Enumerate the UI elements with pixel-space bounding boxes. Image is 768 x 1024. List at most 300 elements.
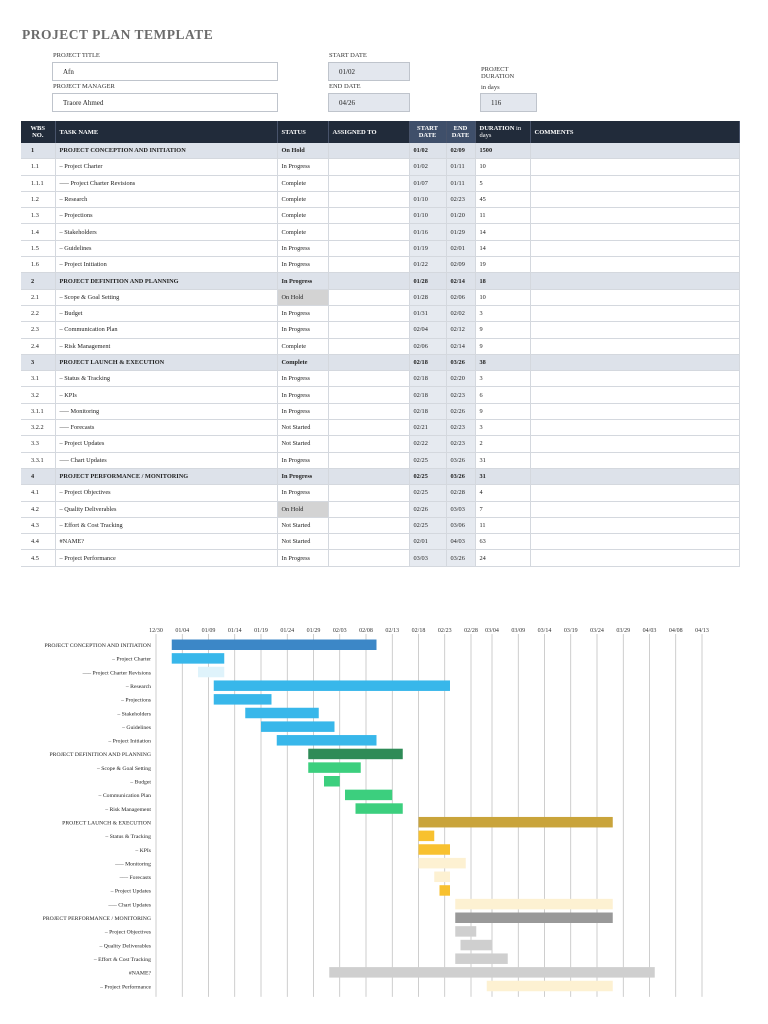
- cell-assigned-to[interactable]: [328, 485, 409, 501]
- cell-wbs[interactable]: 4.4: [21, 534, 55, 550]
- table-row[interactable]: [21, 191, 739, 207]
- gantt-bar: [455, 913, 613, 924]
- cell-start-date[interactable]: 01/07: [409, 175, 446, 191]
- project-duration-label: PROJECT DURATION: [481, 66, 515, 80]
- gantt-task-label: – Project Updates: [110, 888, 151, 895]
- cell-task-name[interactable]: #NAME?: [55, 534, 277, 550]
- cell-status[interactable]: In Progress: [277, 371, 328, 387]
- cell-duration[interactable]: 6: [475, 387, 530, 403]
- gantt-bar: [419, 831, 435, 842]
- x-tick-label: 03/19: [563, 628, 578, 634]
- header-start-date: START DATE: [409, 121, 446, 143]
- cell-start-date[interactable]: 02/25: [409, 485, 446, 501]
- cell-start-date[interactable]: 01/10: [409, 208, 446, 224]
- cell-task-name[interactable]: ––– Forecasts: [55, 420, 277, 436]
- table-row[interactable]: [21, 517, 739, 533]
- cell-comments[interactable]: [530, 143, 739, 159]
- gantt-bar: [345, 790, 392, 801]
- table-row[interactable]: [21, 501, 739, 517]
- cell-wbs[interactable]: 1.1: [21, 159, 55, 175]
- cell-start-date[interactable]: 02/06: [409, 338, 446, 354]
- cell-end-date[interactable]: 01/11: [446, 159, 475, 175]
- table-header-row: [21, 121, 739, 143]
- cell-status[interactable]: On Hold: [277, 289, 328, 305]
- cell-assigned-to[interactable]: [328, 191, 409, 207]
- cell-comments[interactable]: [530, 338, 739, 354]
- cell-task-name[interactable]: ––– Project Charter Revisions: [55, 175, 277, 191]
- cell-task-name[interactable]: – Projections: [55, 208, 277, 224]
- gantt-task-label: – Communication Plan: [98, 793, 151, 800]
- cell-assigned-to[interactable]: [328, 420, 409, 436]
- cell-assigned-to[interactable]: [328, 468, 409, 484]
- cell-start-date[interactable]: 01/02: [409, 143, 446, 159]
- gantt-task-label: – Guidelines: [122, 724, 151, 731]
- cell-duration[interactable]: 11: [475, 208, 530, 224]
- cell-end-date[interactable]: 02/14: [446, 338, 475, 354]
- x-tick-label: 04/03: [642, 628, 657, 634]
- cell-assigned-to[interactable]: [328, 517, 409, 533]
- gantt-bar: [324, 776, 340, 787]
- cell-end-date[interactable]: 01/20: [446, 208, 475, 224]
- cell-task-name[interactable]: – Quality Deliverables: [55, 501, 277, 517]
- gantt-bar: [214, 694, 272, 705]
- cell-comments[interactable]: [530, 159, 739, 175]
- cell-comments[interactable]: [530, 208, 739, 224]
- cell-status[interactable]: In Progress: [277, 550, 328, 566]
- cell-wbs[interactable]: 1.1.1: [21, 175, 55, 191]
- cell-end-date[interactable]: 02/23: [446, 387, 475, 403]
- gantt-task-label: – Project Charter: [112, 656, 151, 663]
- cell-task-name[interactable]: – Project Initiation: [55, 257, 277, 273]
- cell-status[interactable]: In Progress: [277, 257, 328, 273]
- cell-duration[interactable]: 3: [475, 371, 530, 387]
- cell-assigned-to[interactable]: [328, 550, 409, 566]
- cell-task-name[interactable]: – Stakeholders: [55, 224, 277, 240]
- gantt-bar: [308, 749, 403, 760]
- cell-assigned-to[interactable]: [328, 501, 409, 517]
- cell-end-date[interactable]: 02/20: [446, 371, 475, 387]
- cell-assigned-to[interactable]: [328, 387, 409, 403]
- cell-start-date[interactable]: 02/25: [409, 452, 446, 468]
- cell-status[interactable]: In Progress: [277, 403, 328, 419]
- cell-duration[interactable]: 9: [475, 403, 530, 419]
- cell-assigned-to[interactable]: [328, 371, 409, 387]
- gantt-task-label: PROJECT LAUNCH & EXECUTION: [62, 820, 151, 827]
- cell-status[interactable]: In Progress: [277, 468, 328, 484]
- cell-start-date[interactable]: 02/18: [409, 403, 446, 419]
- cell-wbs[interactable]: 1.3: [21, 208, 55, 224]
- cell-task-name[interactable]: – Communication Plan: [55, 322, 277, 338]
- cell-duration[interactable]: 4: [475, 485, 530, 501]
- header-wbs: WBS NO.: [21, 121, 55, 143]
- gantt-task-label: ––– Forecasts: [119, 875, 151, 882]
- cell-start-date[interactable]: 01/16: [409, 224, 446, 240]
- cell-comments[interactable]: [530, 517, 739, 533]
- cell-comments[interactable]: [530, 420, 739, 436]
- table-row[interactable]: [21, 289, 739, 305]
- cell-duration[interactable]: 3: [475, 305, 530, 321]
- cell-comments[interactable]: [530, 224, 739, 240]
- cell-assigned-to[interactable]: [328, 224, 409, 240]
- gantt-task-label: – Project Performance: [100, 984, 151, 991]
- cell-wbs[interactable]: 4.5: [21, 550, 55, 566]
- cell-assigned-to[interactable]: [328, 240, 409, 256]
- table-phase-row[interactable]: [21, 354, 739, 370]
- cell-start-date[interactable]: 02/25: [409, 468, 446, 484]
- cell-start-date[interactable]: 02/01: [409, 534, 446, 550]
- cell-status[interactable]: Complete: [277, 208, 328, 224]
- gantt-task-label: ––– Project Charter Revisions: [82, 670, 151, 677]
- cell-end-date[interactable]: 02/28: [446, 485, 475, 501]
- cell-wbs[interactable]: 2.3: [21, 322, 55, 338]
- cell-wbs[interactable]: 1.4: [21, 224, 55, 240]
- gantt-bar: [440, 885, 451, 896]
- cell-end-date[interactable]: 02/01: [446, 240, 475, 256]
- cell-task-name[interactable]: ––– Chart Updates: [55, 452, 277, 468]
- table-row[interactable]: [21, 420, 739, 436]
- cell-end-date[interactable]: 03/26: [446, 550, 475, 566]
- cell-end-date[interactable]: 02/23: [446, 436, 475, 452]
- cell-status[interactable]: Complete: [277, 224, 328, 240]
- header-comments: COMMENTS: [530, 121, 739, 143]
- cell-start-date[interactable]: 02/22: [409, 436, 446, 452]
- in-days-label: in days: [481, 84, 500, 91]
- cell-end-date[interactable]: 02/26: [446, 403, 475, 419]
- cell-status[interactable]: Not Started: [277, 517, 328, 533]
- cell-task-name[interactable]: – Scope & Goal Setting: [55, 289, 277, 305]
- cell-task-name[interactable]: – Guidelines: [55, 240, 277, 256]
- cell-end-date[interactable]: 02/23: [446, 191, 475, 207]
- cell-wbs[interactable]: 3.3.1: [21, 452, 55, 468]
- cell-end-date[interactable]: 01/11: [446, 175, 475, 191]
- cell-wbs[interactable]: 2.1: [21, 289, 55, 305]
- gantt-bar: [455, 899, 613, 910]
- gantt-task-label: – KPIs: [135, 847, 151, 854]
- cell-comments[interactable]: [530, 534, 739, 550]
- cell-comments[interactable]: [530, 354, 739, 370]
- cell-wbs[interactable]: 3.3: [21, 436, 55, 452]
- table-row[interactable]: [21, 338, 739, 354]
- x-tick-label: 01/04: [175, 628, 190, 634]
- cell-end-date[interactable]: 04/03: [446, 534, 475, 550]
- x-tick-label: 04/13: [695, 628, 709, 634]
- cell-end-date[interactable]: 03/06: [446, 517, 475, 533]
- gantt-bar: [434, 872, 450, 883]
- cell-start-date[interactable]: 02/18: [409, 387, 446, 403]
- cell-task-name[interactable]: PROJECT PERFORMANCE / MONITORING: [55, 468, 277, 484]
- cell-start-date[interactable]: 01/10: [409, 191, 446, 207]
- cell-duration[interactable]: 9: [475, 322, 530, 338]
- cell-comments[interactable]: [530, 257, 739, 273]
- table-row[interactable]: [21, 305, 739, 321]
- cell-duration[interactable]: 3: [475, 420, 530, 436]
- cell-comments[interactable]: [530, 550, 739, 566]
- table-row[interactable]: [21, 175, 739, 191]
- cell-duration[interactable]: 31: [475, 452, 530, 468]
- cell-task-name[interactable]: PROJECT CONCEPTION AND INITIATION: [55, 143, 277, 159]
- x-tick-label: 01/14: [227, 628, 242, 634]
- cell-task-name[interactable]: – Project Performance: [55, 550, 277, 566]
- table-row[interactable]: [21, 403, 739, 419]
- gantt-bar: [172, 653, 225, 664]
- gantt-task-label: – Scope & Goal Setting: [96, 765, 151, 772]
- cell-duration[interactable]: 14: [475, 240, 530, 256]
- cell-assigned-to[interactable]: [328, 208, 409, 224]
- cell-end-date[interactable]: 02/12: [446, 322, 475, 338]
- cell-start-date[interactable]: 02/21: [409, 420, 446, 436]
- cell-task-name[interactable]: ––– Monitoring: [55, 403, 277, 419]
- gantt-bar: [461, 940, 493, 951]
- end-date-field[interactable]: 04/26: [328, 93, 410, 112]
- x-tick-label: 12/30: [149, 628, 163, 634]
- x-tick-label: 02/13: [385, 628, 400, 634]
- cell-task-name[interactable]: – Effort & Cost Tracking: [55, 517, 277, 533]
- header-assigned-to: ASSIGNED TO: [328, 121, 409, 143]
- cell-wbs[interactable]: 3.2: [21, 387, 55, 403]
- cell-start-date[interactable]: 01/28: [409, 273, 446, 289]
- x-tick-label: 02/03: [332, 628, 347, 634]
- gantt-bar: [214, 680, 450, 691]
- gantt-task-label: – Risk Management: [105, 806, 151, 813]
- table-row[interactable]: [21, 159, 739, 175]
- cell-end-date[interactable]: 03/03: [446, 501, 475, 517]
- cell-end-date[interactable]: 03/26: [446, 354, 475, 370]
- cell-wbs[interactable]: 3.1.1: [21, 403, 55, 419]
- cell-wbs[interactable]: 4: [21, 468, 55, 484]
- cell-start-date[interactable]: 01/02: [409, 159, 446, 175]
- cell-wbs[interactable]: 4.1: [21, 485, 55, 501]
- cell-start-date[interactable]: 02/18: [409, 371, 446, 387]
- gantt-task-label: PROJECT DEFINITION AND PLANNING: [49, 752, 151, 759]
- table-row[interactable]: [21, 224, 739, 240]
- cell-duration[interactable]: 38: [475, 354, 530, 370]
- cell-end-date[interactable]: 02/09: [446, 143, 475, 159]
- cell-duration[interactable]: 45: [475, 191, 530, 207]
- cell-duration[interactable]: 2: [475, 436, 530, 452]
- cell-assigned-to[interactable]: [328, 534, 409, 550]
- cell-comments[interactable]: [530, 289, 739, 305]
- cell-task-name[interactable]: – Project Charter: [55, 159, 277, 175]
- cell-wbs[interactable]: 2.2: [21, 305, 55, 321]
- cell-assigned-to[interactable]: [328, 257, 409, 273]
- cell-status[interactable]: Not Started: [277, 436, 328, 452]
- cell-start-date[interactable]: 01/28: [409, 289, 446, 305]
- cell-duration[interactable]: 1500: [475, 143, 530, 159]
- table-row[interactable]: [21, 485, 739, 501]
- cell-assigned-to[interactable]: [328, 338, 409, 354]
- cell-status[interactable]: Complete: [277, 175, 328, 191]
- cell-status[interactable]: Complete: [277, 338, 328, 354]
- cell-comments[interactable]: [530, 240, 739, 256]
- cell-start-date[interactable]: 02/26: [409, 501, 446, 517]
- cell-assigned-to[interactable]: [328, 305, 409, 321]
- cell-start-date[interactable]: 02/18: [409, 354, 446, 370]
- cell-start-date[interactable]: 03/03: [409, 550, 446, 566]
- cell-wbs[interactable]: 1.6: [21, 257, 55, 273]
- cell-comments[interactable]: [530, 371, 739, 387]
- cell-wbs[interactable]: 2.4: [21, 338, 55, 354]
- project-plan-table: [21, 121, 740, 567]
- cell-comments[interactable]: [530, 485, 739, 501]
- cell-comments[interactable]: [530, 387, 739, 403]
- cell-end-date[interactable]: 03/26: [446, 452, 475, 468]
- gantt-bar: [308, 762, 361, 773]
- x-tick-label: 01/19: [254, 628, 268, 634]
- cell-end-date[interactable]: 02/02: [446, 305, 475, 321]
- cell-wbs[interactable]: 4.3: [21, 517, 55, 533]
- cell-wbs[interactable]: 1.2: [21, 191, 55, 207]
- cell-comments[interactable]: [530, 322, 739, 338]
- cell-status[interactable]: On Hold: [277, 501, 328, 517]
- cell-assigned-to[interactable]: [328, 273, 409, 289]
- table-phase-row[interactable]: [21, 273, 739, 289]
- x-tick-label: 01/29: [306, 628, 321, 634]
- cell-assigned-to[interactable]: [328, 159, 409, 175]
- gantt-task-label: PROJECT PERFORMANCE / MONITORING: [42, 916, 151, 922]
- cell-task-name[interactable]: – Project Objectives: [55, 485, 277, 501]
- cell-comments[interactable]: [530, 436, 739, 452]
- cell-task-name[interactable]: – Risk Management: [55, 338, 277, 354]
- cell-duration[interactable]: 24: [475, 550, 530, 566]
- cell-status[interactable]: In Progress: [277, 387, 328, 403]
- table-row[interactable]: [21, 240, 739, 256]
- cell-wbs[interactable]: 4.2: [21, 501, 55, 517]
- gantt-task-label: – Status & Tracking: [105, 834, 151, 841]
- cell-duration[interactable]: 7: [475, 501, 530, 517]
- table-row[interactable]: [21, 436, 739, 452]
- gantt-bar: [261, 721, 335, 732]
- cell-task-name[interactable]: – KPIs: [55, 387, 277, 403]
- header-duration-label: DURATION: [479, 125, 515, 132]
- cell-end-date[interactable]: 02/14: [446, 273, 475, 289]
- cell-status[interactable]: Not Started: [277, 534, 328, 550]
- gantt-chart: [0, 620, 768, 1024]
- cell-status[interactable]: In Progress: [277, 159, 328, 175]
- duration-field[interactable]: 116: [480, 93, 537, 112]
- cell-assigned-to[interactable]: [328, 322, 409, 338]
- table-row[interactable]: [21, 387, 739, 403]
- cell-task-name[interactable]: PROJECT LAUNCH & EXECUTION: [55, 354, 277, 370]
- header-duration-unit: in days: [479, 125, 522, 139]
- table-row[interactable]: [21, 534, 739, 550]
- cell-duration[interactable]: 10: [475, 159, 530, 175]
- cell-assigned-to[interactable]: [328, 175, 409, 191]
- table-row[interactable]: [21, 371, 739, 387]
- cell-end-date[interactable]: 03/26: [446, 468, 475, 484]
- cell-comments[interactable]: [530, 273, 739, 289]
- cell-task-name[interactable]: – Budget: [55, 305, 277, 321]
- gantt-task-label: – Quality Deliverables: [99, 943, 151, 950]
- cell-wbs[interactable]: 1.5: [21, 240, 55, 256]
- table-phase-row[interactable]: [21, 143, 739, 159]
- cell-comments[interactable]: [530, 305, 739, 321]
- cell-duration[interactable]: 14: [475, 224, 530, 240]
- cell-assigned-to[interactable]: [328, 354, 409, 370]
- cell-comments[interactable]: [530, 501, 739, 517]
- cell-wbs[interactable]: 3: [21, 354, 55, 370]
- cell-status[interactable]: In Progress: [277, 322, 328, 338]
- cell-assigned-to[interactable]: [328, 436, 409, 452]
- cell-status[interactable]: On Hold: [277, 143, 328, 159]
- cell-end-date[interactable]: 02/09: [446, 257, 475, 273]
- gantt-task-label: – Project Objectives: [104, 929, 151, 936]
- cell-end-date[interactable]: 02/23: [446, 420, 475, 436]
- cell-comments[interactable]: [530, 191, 739, 207]
- cell-assigned-to[interactable]: [328, 403, 409, 419]
- cell-duration[interactable]: 19: [475, 257, 530, 273]
- table-row[interactable]: [21, 550, 739, 566]
- cell-comments[interactable]: [530, 452, 739, 468]
- cell-status[interactable]: In Progress: [277, 273, 328, 289]
- cell-comments[interactable]: [530, 403, 739, 419]
- cell-assigned-to[interactable]: [328, 452, 409, 468]
- table-row[interactable]: [21, 257, 739, 273]
- start-date-field[interactable]: 01/02: [328, 62, 410, 81]
- cell-duration[interactable]: 9: [475, 338, 530, 354]
- table-row[interactable]: [21, 452, 739, 468]
- cell-end-date[interactable]: 01/29: [446, 224, 475, 240]
- cell-status[interactable]: In Progress: [277, 240, 328, 256]
- x-tick-label: 02/08: [359, 628, 373, 634]
- cell-start-date[interactable]: 01/19: [409, 240, 446, 256]
- cell-duration[interactable]: 10: [475, 289, 530, 305]
- cell-duration[interactable]: 11: [475, 517, 530, 533]
- gantt-bar: [277, 735, 377, 746]
- cell-end-date[interactable]: 02/06: [446, 289, 475, 305]
- cell-task-name[interactable]: – Status & Tracking: [55, 371, 277, 387]
- cell-start-date[interactable]: 02/04: [409, 322, 446, 338]
- cell-task-name[interactable]: PROJECT DEFINITION AND PLANNING: [55, 273, 277, 289]
- cell-status[interactable]: Complete: [277, 191, 328, 207]
- cell-start-date[interactable]: 02/25: [409, 517, 446, 533]
- cell-duration[interactable]: 63: [475, 534, 530, 550]
- gantt-bar: [172, 640, 377, 651]
- cell-duration[interactable]: 31: [475, 468, 530, 484]
- gantt-bar: [419, 858, 466, 869]
- cell-status[interactable]: In Progress: [277, 452, 328, 468]
- table-row[interactable]: [21, 208, 739, 224]
- cell-comments[interactable]: [530, 468, 739, 484]
- cell-status[interactable]: Complete: [277, 354, 328, 370]
- cell-wbs[interactable]: 2: [21, 273, 55, 289]
- gantt-task-label: – Budget: [130, 779, 151, 786]
- x-tick-label: 03/04: [485, 628, 499, 634]
- cell-duration[interactable]: 5: [475, 175, 530, 191]
- cell-task-name[interactable]: – Project Updates: [55, 436, 277, 452]
- cell-assigned-to[interactable]: [328, 289, 409, 305]
- cell-status[interactable]: Not Started: [277, 420, 328, 436]
- cell-start-date[interactable]: 01/22: [409, 257, 446, 273]
- project-title-field[interactable]: Afn: [52, 62, 278, 81]
- cell-task-name[interactable]: – Research: [55, 191, 277, 207]
- gantt-task-label: #NAME?: [128, 970, 151, 977]
- cell-status[interactable]: In Progress: [277, 485, 328, 501]
- cell-wbs[interactable]: 3.2.2: [21, 420, 55, 436]
- cell-comments[interactable]: [530, 175, 739, 191]
- x-tick-label: 03/29: [616, 628, 631, 634]
- cell-wbs[interactable]: 1: [21, 143, 55, 159]
- cell-assigned-to[interactable]: [328, 143, 409, 159]
- table-phase-row[interactable]: [21, 468, 739, 484]
- cell-wbs[interactable]: 3.1: [21, 371, 55, 387]
- cell-status[interactable]: In Progress: [277, 305, 328, 321]
- cell-duration[interactable]: 18: [475, 273, 530, 289]
- table-row[interactable]: [21, 322, 739, 338]
- project-manager-field[interactable]: Traore Ahmed: [52, 93, 278, 112]
- header-task-name: TASK NAME: [55, 121, 277, 143]
- gantt-bar: [198, 667, 224, 678]
- cell-start-date[interactable]: 01/31: [409, 305, 446, 321]
